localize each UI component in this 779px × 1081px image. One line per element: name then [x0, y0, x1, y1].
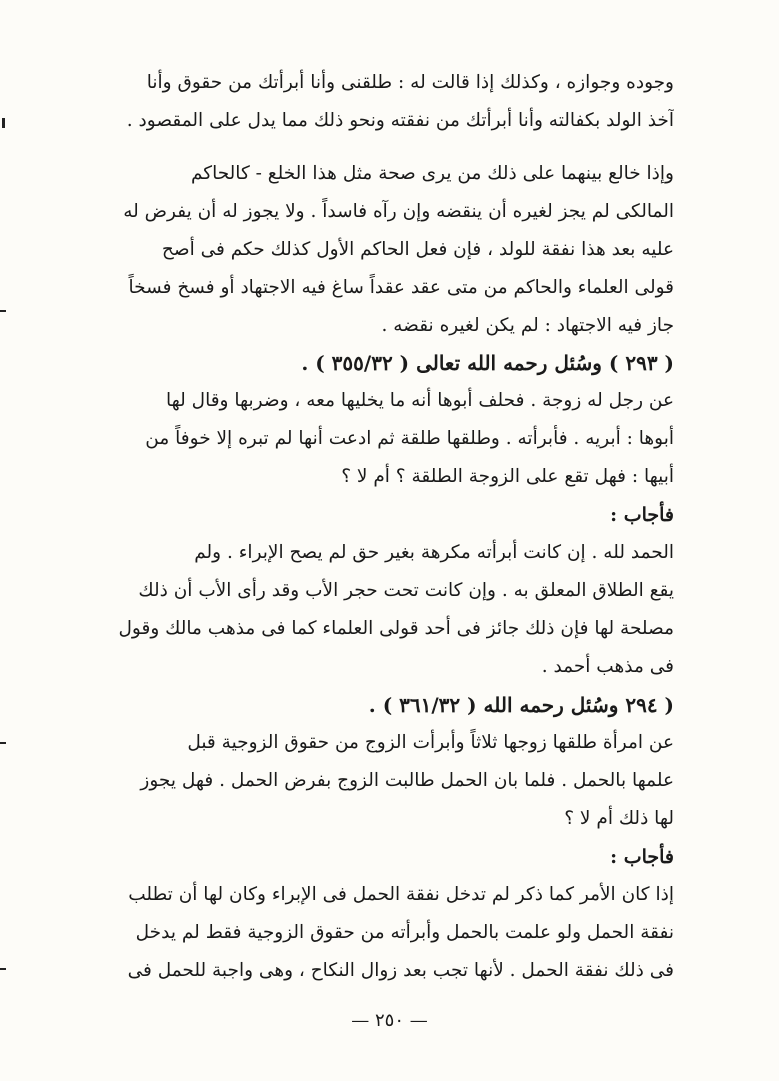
question-294 [118, 686, 674, 990]
text-line: فى ذلك نفقة الحمل . لأنها تجب بعد زوال النكاح ، وهى واجبة للحمل فى [127, 960, 674, 981]
margin-mark [0, 968, 6, 970]
margin-mark [2, 118, 5, 128]
text-line: إذا كان الأمر كما ذكر لم تدخل نفقة الحمل فى الإبراء وكان لها أن تطلب [128, 884, 674, 905]
text-line: لها ذلك أم لا ؟ [564, 808, 674, 829]
text-line: نفقة الحمل ولو علمت بالحمل وأبرأته من حقوق الزوجية فقط لم يدخل [135, 922, 674, 943]
text-line: فى مذهب أحمد . [541, 656, 674, 677]
text-line: المالكى لم يجز لغيره أن ينقضه وإن رآه فاسداً . ولا يجوز له أن يفرض له [123, 201, 674, 222]
text-line: علمها بالحمل . فلما بان الحمل طالبت الزوج بفرض الحمل . فهل يجوز [140, 770, 674, 791]
margin-mark [0, 742, 6, 744]
question-heading: ( ٢٩٣ ) وسُئل رحمه الله تعالى ( ٣٥٥/٣٢ ) . [301, 351, 674, 375]
margin-mark [0, 310, 6, 312]
text-line: وجوده وجوازه ، وكذلك إذا قالت له : طلقنى وأنا أبرأتك من حقوق وأنا [146, 72, 674, 93]
text-line: يقع الطلاق المعلق به . وإن كانت تحت حجر الأب وقد رأى الأب أن ذلك [138, 580, 674, 601]
text-line: الحمد لله . إن كانت أبرأته مكرهة بغير حق لم يصح الإبراء . ولم [194, 542, 674, 563]
text-line: عن امرأة طلقها زوجها ثلاثاً وأبرأت الزوج من حقوق الزوجية قبل [187, 732, 674, 753]
text-line: أبيها : فهل تقع على الزوجة الطلقة ؟ أم لا ؟ [341, 466, 674, 487]
text-line: عن رجل له زوجة . فحلف أبوها أنه ما يخليها معه ، وضربها وقال لها [165, 390, 674, 411]
text-line: مصلحة لها فإن ذلك جائز فى أحد قولى العلماء كما فى مذهب مالك وقول [118, 618, 674, 639]
page-number: — ٢٥٠ — [351, 1010, 428, 1031]
text-line: قولى العلماء والحاكم من متى عقد عقداً ساغ فيه الاجتهاد أو فسخ فسخاً [128, 277, 674, 298]
text-line: جاز فيه الاجتهاد : لم يكن لغيره نقضه . [381, 315, 674, 336]
paragraph-1 [118, 64, 674, 140]
answer-label: فأجاب : [610, 504, 674, 526]
text-line: أبوها : أبريه . فأبرأته . وطلقها طلقة ثم ادعت أنها لم تبره إلا خوفاً من [145, 428, 674, 449]
text-line: عليه بعد هذا نفقة للولد ، فإن فعل الحاكم الأول كذلك حكم فى أصح [161, 239, 674, 260]
answer-label: فأجاب : [610, 846, 674, 868]
question-heading: ( ٢٩٤ وسُئل رحمه الله ( ٣٦١/٣٢ ) . [368, 693, 674, 717]
text-line: وإذا خالع بينهما على ذلك من يرى صحة مثل هذا الخلع - كالحاكم [190, 163, 674, 184]
paragraph-2 [118, 155, 674, 345]
text-line: آخذ الولد بكفالته وأنا أبرأتك من نفقته ونحو ذلك مما يدل على المقصود . [126, 110, 674, 131]
question-293 [118, 344, 674, 686]
